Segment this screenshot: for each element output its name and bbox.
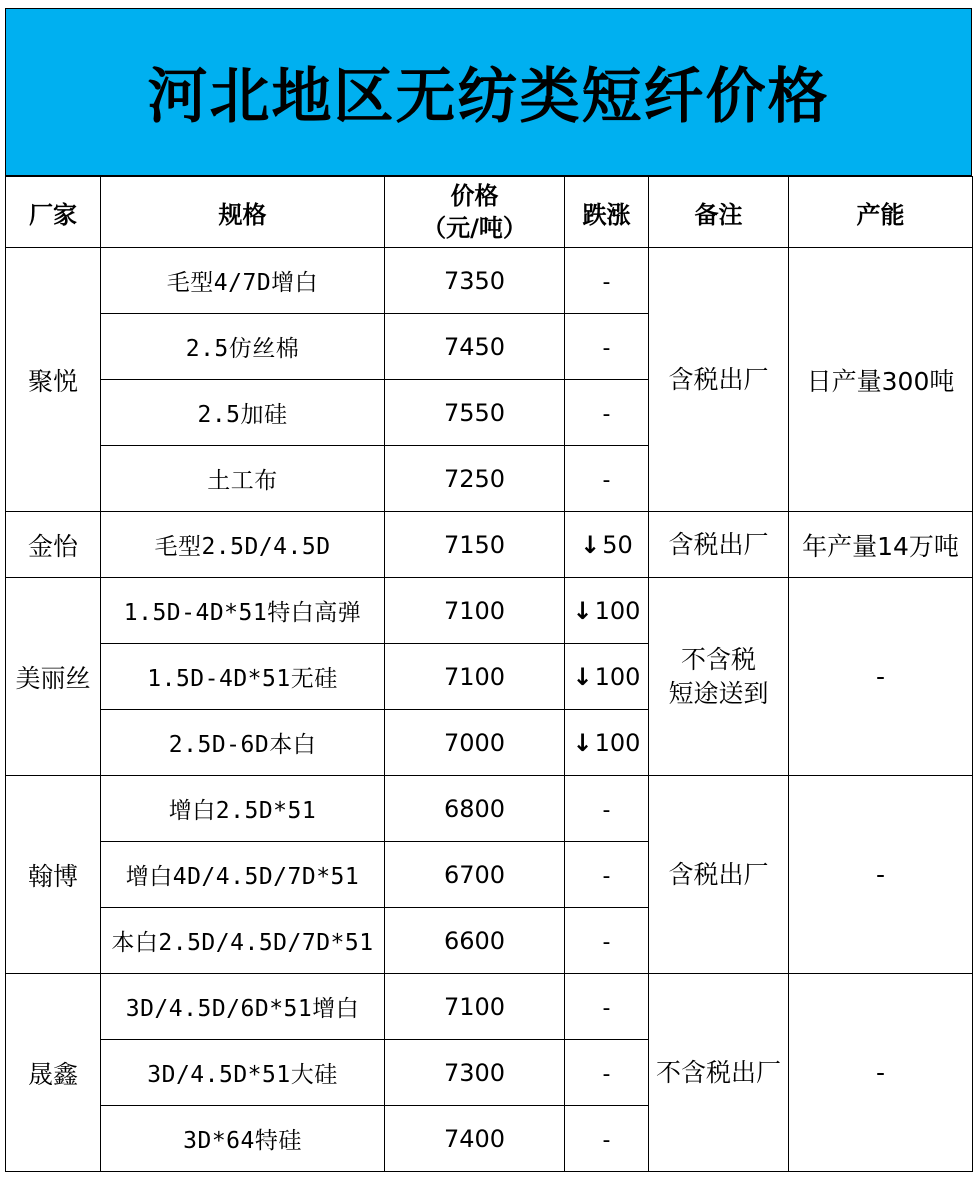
change-cell xyxy=(565,1040,649,1106)
price-cell: 7100 xyxy=(385,644,565,710)
price-sheet xyxy=(5,8,972,1172)
spec-cell: 2.5D-6D本白 xyxy=(101,710,385,776)
capacity-cell: - xyxy=(789,578,973,776)
header-price-line1: 价格 xyxy=(450,182,499,210)
table-row xyxy=(6,248,973,314)
change-value: - xyxy=(602,863,611,889)
change-cell xyxy=(565,1106,649,1172)
price-cell: 7100 xyxy=(385,974,565,1040)
price-cell: 7350 xyxy=(385,248,565,314)
price-cell: 7150 xyxy=(385,512,565,578)
spec-cell: 2.5仿丝棉 xyxy=(101,314,385,380)
note-cell: 含税出厂 xyxy=(649,776,789,974)
change-cell xyxy=(565,314,649,380)
header-price xyxy=(385,177,565,248)
factory-cell: 晟鑫 xyxy=(6,974,101,1172)
change-value: 100 xyxy=(594,596,641,625)
change-value: - xyxy=(602,797,611,823)
change-cell xyxy=(565,974,649,1040)
sheet-title: 河北地区无纺类短纤价格 xyxy=(147,62,830,132)
spec-cell: 1.5D-4D*51特白高弹 xyxy=(101,578,385,644)
down-arrow-icon: ↓ xyxy=(572,728,593,757)
down-arrow-icon: ↓ xyxy=(572,596,593,625)
price-cell: 7100 xyxy=(385,578,565,644)
factory-cell: 美丽丝 xyxy=(6,578,101,776)
table-row xyxy=(6,974,973,1040)
header-price-line2: （元/吨） xyxy=(422,214,527,242)
header-factory: 厂家 xyxy=(6,177,101,248)
change-value: - xyxy=(602,1061,611,1087)
change-cell xyxy=(565,380,649,446)
capacity-cell: - xyxy=(789,974,973,1172)
change-value: 50 xyxy=(602,530,633,559)
spec-cell: 1.5D-4D*51无硅 xyxy=(101,644,385,710)
factory-cell: 聚悦 xyxy=(6,248,101,512)
note-cell xyxy=(649,578,789,776)
spec-cell: 3D/4.5D*51大硅 xyxy=(101,1040,385,1106)
factory-cell: 金怡 xyxy=(6,512,101,578)
note-line: 短途送到 xyxy=(668,678,769,708)
change-value: - xyxy=(602,1127,611,1153)
down-arrow-icon: ↓ xyxy=(580,530,601,559)
down-arrow-icon: ↓ xyxy=(572,662,593,691)
note-cell: 含税出厂 xyxy=(649,512,789,578)
change-value: - xyxy=(602,335,611,361)
price-cell: 6600 xyxy=(385,908,565,974)
table-body xyxy=(6,248,973,1172)
spec-cell: 3D/4.5D/6D*51增白 xyxy=(101,974,385,1040)
change-cell xyxy=(565,446,649,512)
header-note: 备注 xyxy=(649,177,789,248)
capacity-cell: 年产量14万吨 xyxy=(789,512,973,578)
price-cell: 6700 xyxy=(385,842,565,908)
spec-cell: 增白4D/4.5D/7D*51 xyxy=(101,842,385,908)
price-cell: 7450 xyxy=(385,314,565,380)
change-value: - xyxy=(602,929,611,955)
price-cell: 7000 xyxy=(385,710,565,776)
note-cell: 不含税出厂 xyxy=(649,974,789,1172)
factory-cell: 翰博 xyxy=(6,776,101,974)
change-value: - xyxy=(602,401,611,427)
change-cell xyxy=(565,710,649,776)
change-cell xyxy=(565,578,649,644)
price-cell: 7400 xyxy=(385,1106,565,1172)
spec-cell: 2.5加硅 xyxy=(101,380,385,446)
capacity-cell: - xyxy=(789,776,973,974)
change-cell xyxy=(565,842,649,908)
spec-cell: 本白2.5D/4.5D/7D*51 xyxy=(101,908,385,974)
change-cell xyxy=(565,248,649,314)
change-cell xyxy=(565,776,649,842)
note-line: 不含税 xyxy=(680,644,756,674)
table-row xyxy=(6,776,973,842)
change-cell xyxy=(565,908,649,974)
note-cell: 含税出厂 xyxy=(649,248,789,512)
spec-cell: 土工布 xyxy=(101,446,385,512)
price-table xyxy=(5,176,973,1172)
spec-cell: 毛型4/7D增白 xyxy=(101,248,385,314)
change-cell xyxy=(565,512,649,578)
change-value: 100 xyxy=(594,662,641,691)
header-row xyxy=(6,177,973,248)
price-cell: 7550 xyxy=(385,380,565,446)
change-value: - xyxy=(602,467,611,493)
spec-cell: 3D*64特硅 xyxy=(101,1106,385,1172)
price-cell: 6800 xyxy=(385,776,565,842)
title-banner xyxy=(5,8,972,176)
price-cell: 7250 xyxy=(385,446,565,512)
header-change: 跌涨 xyxy=(565,177,649,248)
header-spec: 规格 xyxy=(101,177,385,248)
spec-cell: 增白2.5D*51 xyxy=(101,776,385,842)
spec-cell: 毛型2.5D/4.5D xyxy=(101,512,385,578)
header-capacity: 产能 xyxy=(789,177,973,248)
change-value: 100 xyxy=(594,728,641,757)
table-row xyxy=(6,578,973,644)
change-value: - xyxy=(602,269,611,295)
change-value: - xyxy=(602,995,611,1021)
price-cell: 7300 xyxy=(385,1040,565,1106)
change-cell xyxy=(565,644,649,710)
capacity-cell: 日产量300吨 xyxy=(789,248,973,512)
table-row xyxy=(6,512,973,578)
